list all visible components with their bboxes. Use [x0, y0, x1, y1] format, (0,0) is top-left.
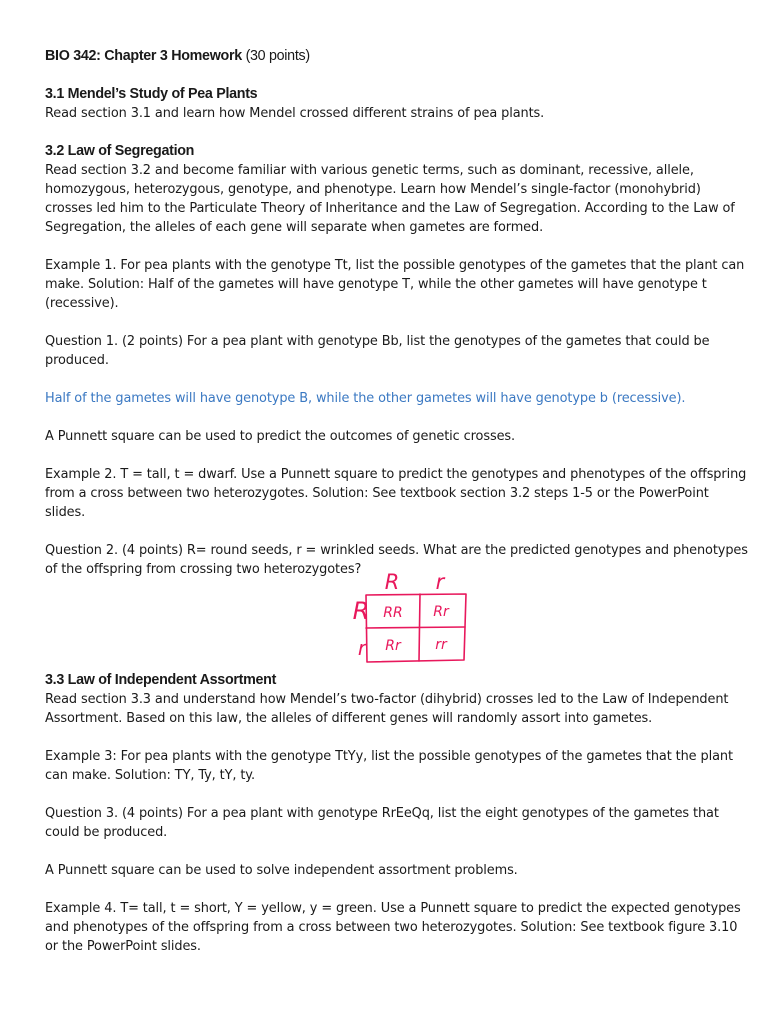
title-main: BIO 342: Chapter 3 Homework: [45, 48, 242, 64]
paragraph-line: Read section 3.3 and understand how Mendel’s two-factor (dihybrid) crosses led to the Law of Independent: [45, 692, 729, 707]
section-heading-3-3: 3.3 Law of Independent Assortment: [45, 672, 277, 688]
paragraph-line: Assortment. Based on this law, the alleles of different genes will randomly assort into gametes.: [45, 711, 653, 726]
question-2-line: Question 2. (4 points) R= round seeds, r = wrinkled seeds. What are the predicted genotypes and phenotypes: [45, 543, 748, 558]
question-1-line: produced.: [45, 353, 109, 368]
punnett-col-header-1: R: [384, 570, 400, 594]
example-1-line: (recessive).: [45, 296, 119, 311]
punnett-row-header-1: R: [352, 597, 370, 625]
punnett-intro: A Punnett square can be used to predict the outcomes of genetic crosses.: [45, 429, 516, 444]
punnett-cell-1-2: Rr: [433, 604, 449, 620]
punnett-row-header-2: r: [357, 636, 367, 660]
example-1-line: make. Solution: Half of the gametes will have genotype T, while the other gametes will have genotype t: [45, 277, 707, 292]
section-heading-3-2: 3.2 Law of Segregation: [45, 143, 195, 159]
question-2-line: of the offspring from crossing two heterozygotes?: [45, 562, 362, 577]
example-1-line: Example 1. For pea plants with the genotype Tt, list the possible genotypes of the gametes that the plant can: [45, 258, 745, 273]
paragraph-line: crosses led him to the Particulate Theory of Inheritance and the Law of Segregation. According to the Law of: [45, 201, 735, 216]
example-3-line: Example 3: For pea plants with the genotype TtYy, list the possible genotypes of the gametes that the plant: [45, 749, 733, 764]
example-4-line: Example 4. T= tall, t = short, Y = yellow, y = green. Use a Punnett square to predict the expected genotypes: [45, 901, 741, 916]
question-3-line: could be produced.: [45, 825, 168, 840]
title-points: (30 points): [241, 48, 310, 64]
punnett-col-header-2: r: [435, 570, 445, 594]
handwritten-punnett-square: [352, 565, 468, 665]
example-4-line: and phenotypes of the offspring from a cross between two heterozygotes. Solution: See textbook figure 3.10: [45, 920, 738, 935]
paragraph-line: Read section 3.2 and become familiar with various genetic terms, such as dominant, recessive, allele,: [45, 163, 694, 178]
paragraph-line: Segregation, the alleles of each gene will separate when gametes are formed.: [45, 220, 544, 235]
example-2-line: from a cross between two heterozygotes. Solution: See textbook section 3.2 steps 1-5 or the PowerPoint: [45, 486, 709, 501]
punnett-intro-2: A Punnett square can be used to solve independent assortment problems.: [45, 863, 518, 878]
example-2-line: Example 2. T = tall, t = dwarf. Use a Punnett square to predict the genotypes and phenotypes of the offspring: [45, 467, 747, 482]
paragraph-line: Read section 3.1 and learn how Mendel crossed different strains of pea plants.: [45, 106, 545, 121]
question-1-line: Question 1. (2 points) For a pea plant with genotype Bb, list the genotypes of the gametes that could be: [45, 334, 710, 349]
example-4-line: or the PowerPoint slides.: [45, 939, 201, 954]
punnett-cell-2-1: Rr: [385, 638, 401, 654]
example-3-line: can make. Solution: TY, Ty, tY, ty.: [45, 768, 255, 783]
answer-1: Half of the gametes will have genotype B, while the other gametes will have genotype b (recessive).: [45, 391, 686, 406]
page-title: [45, 47, 310, 66]
question-3-line: Question 3. (4 points) For a pea plant with genotype RrEeQq, list the eight genotypes of the gametes that: [45, 806, 719, 821]
punnett-cell-1-1: RR: [383, 605, 403, 621]
punnett-horizontal-divider: [366, 627, 465, 628]
example-2-line: slides.: [45, 505, 86, 520]
section-heading-3-1: 3.1 Mendel’s Study of Pea Plants: [45, 86, 258, 102]
punnett-cell-2-2: rr: [435, 637, 447, 653]
paragraph-line: homozygous, heterozygous, genotype, and phenotype. Learn how Mendel’s single-factor (monohybrid): [45, 182, 701, 197]
